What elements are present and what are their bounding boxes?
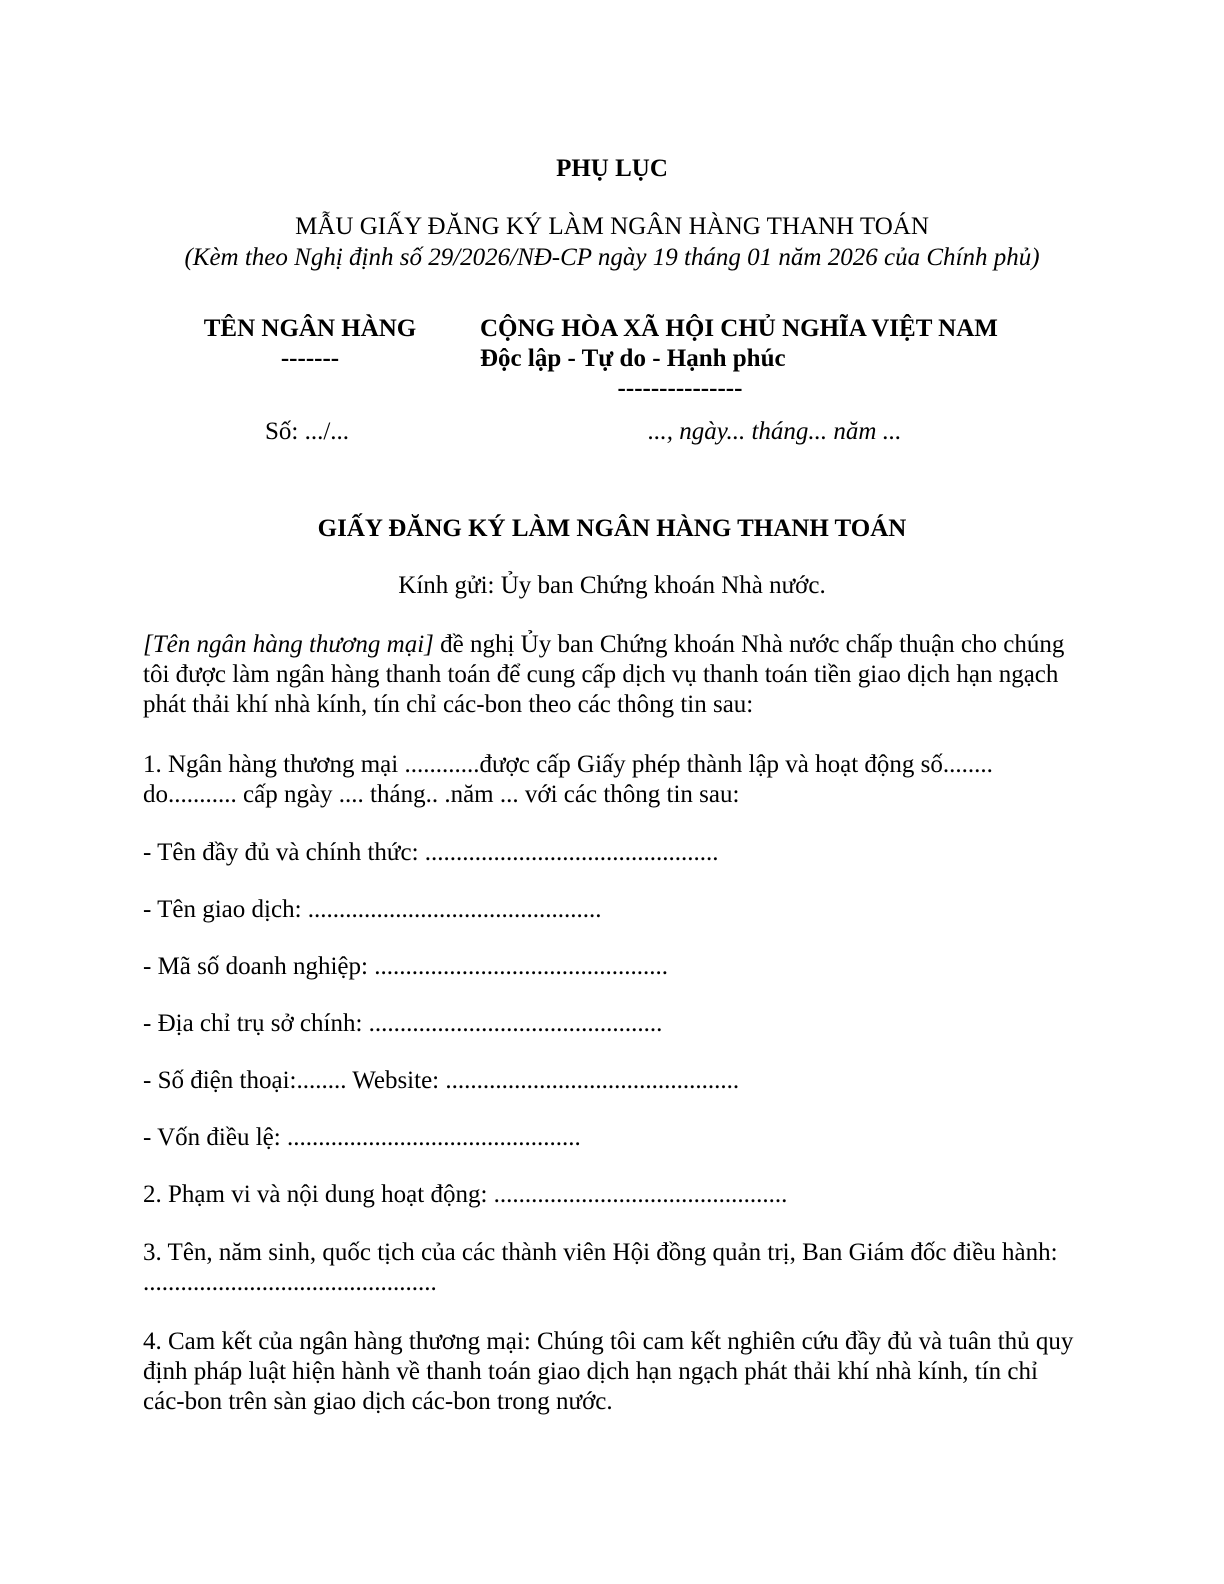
date-line: ..., ngày... tháng... năm ... (648, 418, 902, 445)
field-full-name: - Tên đầy đủ và chính thức: ............................................... (143, 839, 719, 866)
motto-divider: --------------- (617, 375, 743, 402)
field-head-office-address: - Địa chỉ trụ sở chính: ............................................... (143, 1010, 663, 1037)
intro-paragraph (143, 630, 1083, 720)
field-enterprise-code: - Mã số doanh nghiệp: ............................................... (143, 953, 668, 980)
intro-text: đề nghị Ủy ban Chứng khoán Nhà nước chấp thuận cho chúng tôi được làm ngân hàng thanh toán để cung cấp dịch vụ thanh toán tiền giao dịch hạn ngạch phát thải khí nhà kính, tín chỉ các-bon theo các thông tin sau: (143, 631, 1065, 718)
item-4-commitment: 4. Cam kết của ngân hàng thương mại: Chúng tôi cam kết nghiên cứu đầy đủ và tuân thủ quy định pháp luật hiện hành về thanh toán giao dịch hạn ngạch phát thải khí nhà kính, tín chỉ các-bon trên sàn giao dịch các-bon trong nước. (143, 1328, 1074, 1415)
field-phone-website: - Số điện thoại:........ Website: ............................................... (143, 1067, 740, 1094)
national-motto: Độc lập - Tự do - Hạnh phúc (480, 345, 786, 372)
item-1-license-info: 1. Ngân hàng thương mại ............được cấp Giấy phép thành lập và hoạt động số........ do........... cấp ngày .... tháng.. .năm ... với các thông tin sau: (143, 751, 993, 808)
field-charter-capital: - Vốn điều lệ: ............................................... (143, 1124, 581, 1151)
bank-name-divider: ------- (280, 345, 340, 372)
main-title: GIẤY ĐĂNG KÝ LÀM NGÂN HÀNG THANH TOÁN (317, 515, 907, 542)
bank-name-placeholder: [Tên ngân hàng thương mại] (143, 631, 434, 658)
item-2-scope: 2. Phạm vi và nội dung hoạt động: ............................................... (143, 1181, 788, 1208)
form-title: MẪU GIẤY ĐĂNG KÝ LÀM NGÂN HÀNG THANH TOÁN (295, 213, 929, 240)
item-3-board-members: 3. Tên, năm sinh, quốc tịch của các thành viên Hội đồng quản trị, Ban Giám đốc điều hành: ............................................... (143, 1239, 1058, 1296)
form-subtitle: (Kèm theo Nghị định số 29/2026/NĐ-CP ngày 19 tháng 01 năm 2026 của Chính phủ) (184, 244, 1040, 271)
recipient-line: Kính gửi: Ủy ban Chứng khoán Nhà nước. (398, 572, 826, 599)
appendix-title: PHỤ LỤC (556, 155, 668, 182)
bank-name-heading: TÊN NGÂN HÀNG (203, 315, 417, 342)
country-name-heading: CỘNG HÒA XÃ HỘI CHỦ NGHĨA VIỆT NAM (480, 315, 998, 342)
field-trade-name: - Tên giao dịch: ............................................... (143, 896, 602, 923)
document-number: Số: .../... (265, 418, 350, 445)
